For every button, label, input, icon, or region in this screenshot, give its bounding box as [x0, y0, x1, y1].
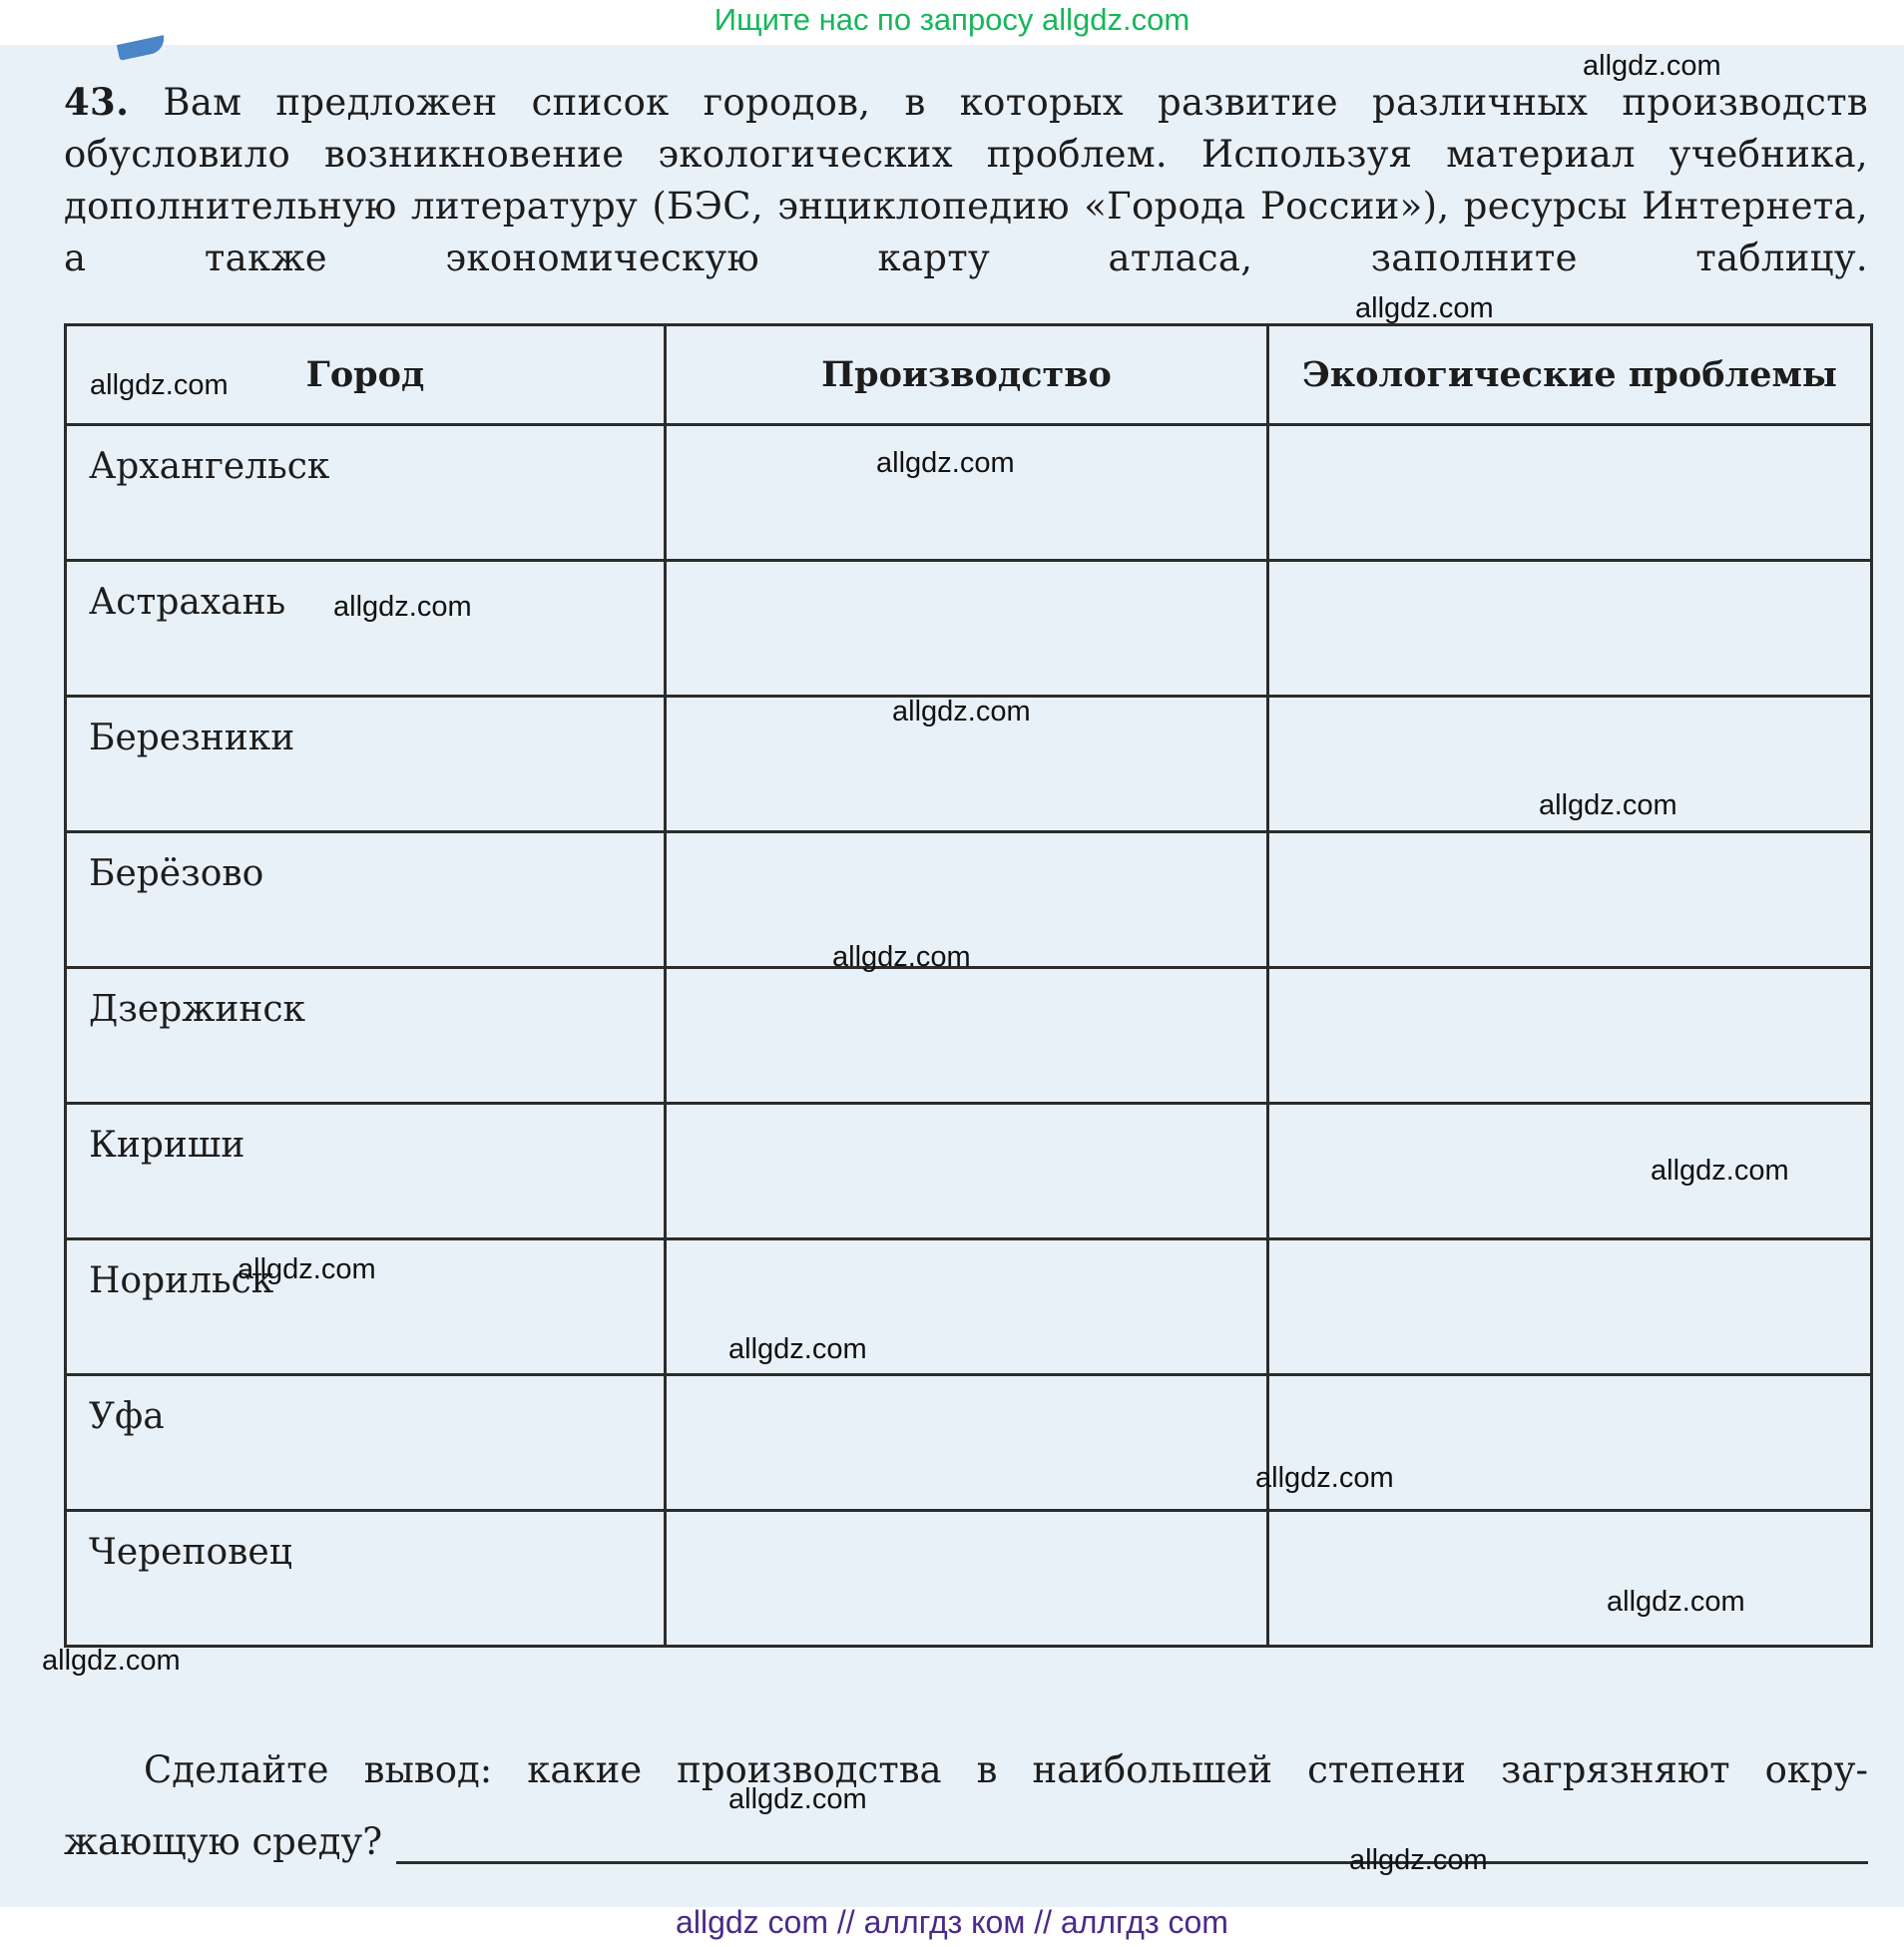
watermark: allgdz.com — [1651, 1155, 1789, 1187]
problems-cell[interactable] — [1268, 968, 1872, 1104]
watermark: allgdz.com — [892, 696, 1031, 728]
industry-cell[interactable] — [666, 425, 1268, 561]
city-cell: Астрахань — [66, 561, 666, 697]
table-row — [66, 425, 1872, 561]
city-cell: Архангельск — [66, 425, 666, 561]
watermark: allgdz.com — [832, 941, 971, 973]
header-industry: Производство — [666, 325, 1268, 425]
city-cell: Череповец — [66, 1511, 666, 1647]
industry-cell[interactable] — [666, 1375, 1268, 1511]
watermark: allgdz.com — [728, 1783, 867, 1815]
problems-cell[interactable] — [1268, 832, 1872, 968]
watermark: allgdz.com — [1255, 1462, 1394, 1494]
table-row — [66, 968, 1872, 1104]
site-banner-top[interactable]: Ищите нас по запросу allgdz.com — [714, 2, 1190, 37]
task-text: Вам предложен список городов, в которых развитие различных производств обусловило возникновение экологических проблем. Используя материал учебника, дополнительную литературу (БЭС, энциклопедию «Города России»), ресурсы Интернета, а также экономическую карту атласа, заполните таблицу. — [64, 81, 1868, 279]
table-row — [66, 1375, 1872, 1511]
watermark: allgdz.com — [90, 369, 229, 401]
header-problems: Экологические проблемы — [1268, 325, 1872, 425]
problems-cell[interactable] — [1268, 1239, 1872, 1375]
header-city: Город — [66, 325, 666, 425]
conclusion-line-1: Сделайте вывод: какие производства в наибольшей степени загрязняют окру- — [144, 1748, 1868, 1791]
problems-cell[interactable] — [1268, 425, 1872, 561]
task-statement — [64, 76, 1868, 284]
watermark: allgdz.com — [238, 1253, 376, 1285]
watermark: allgdz.com — [1349, 1844, 1488, 1876]
problems-cell[interactable] — [1268, 561, 1872, 697]
table-row — [66, 1511, 1872, 1647]
watermark: allgdz.com — [728, 1333, 867, 1365]
city-cell: Березники — [66, 697, 666, 832]
city-cell: Уфа — [66, 1375, 666, 1511]
task-number: 43. — [64, 80, 130, 124]
conclusion-prompt — [64, 1734, 1868, 1878]
watermark: allgdz.com — [42, 1645, 181, 1677]
city-cell: Дзержинск — [66, 968, 666, 1104]
city-cell: Норильск — [66, 1239, 666, 1375]
industry-cell[interactable] — [666, 561, 1268, 697]
answer-blank-line[interactable] — [396, 1825, 1868, 1864]
watermark: allgdz.com — [876, 447, 1015, 479]
cities-table — [64, 323, 1873, 1648]
table-row — [66, 1104, 1872, 1239]
industry-cell[interactable] — [666, 1511, 1268, 1647]
problems-cell[interactable] — [1268, 1511, 1872, 1647]
table-row — [66, 561, 1872, 697]
watermark: allgdz.com — [1607, 1586, 1745, 1618]
industry-cell[interactable] — [666, 968, 1268, 1104]
site-banner-bottom[interactable]: allgdz com // аллгдз ком // аллгдз com — [676, 1904, 1228, 1940]
city-cell: Берёзово — [66, 832, 666, 968]
city-cell: Кириши — [66, 1104, 666, 1239]
table-header-row — [66, 325, 1872, 425]
watermark: allgdz.com — [333, 591, 472, 623]
industry-cell[interactable] — [666, 1104, 1268, 1239]
watermark: allgdz.com — [1539, 789, 1677, 821]
watermark: allgdz.com — [1355, 292, 1494, 324]
conclusion-line-2: жающую среду? — [64, 1820, 383, 1863]
watermark: allgdz.com — [1583, 50, 1721, 82]
